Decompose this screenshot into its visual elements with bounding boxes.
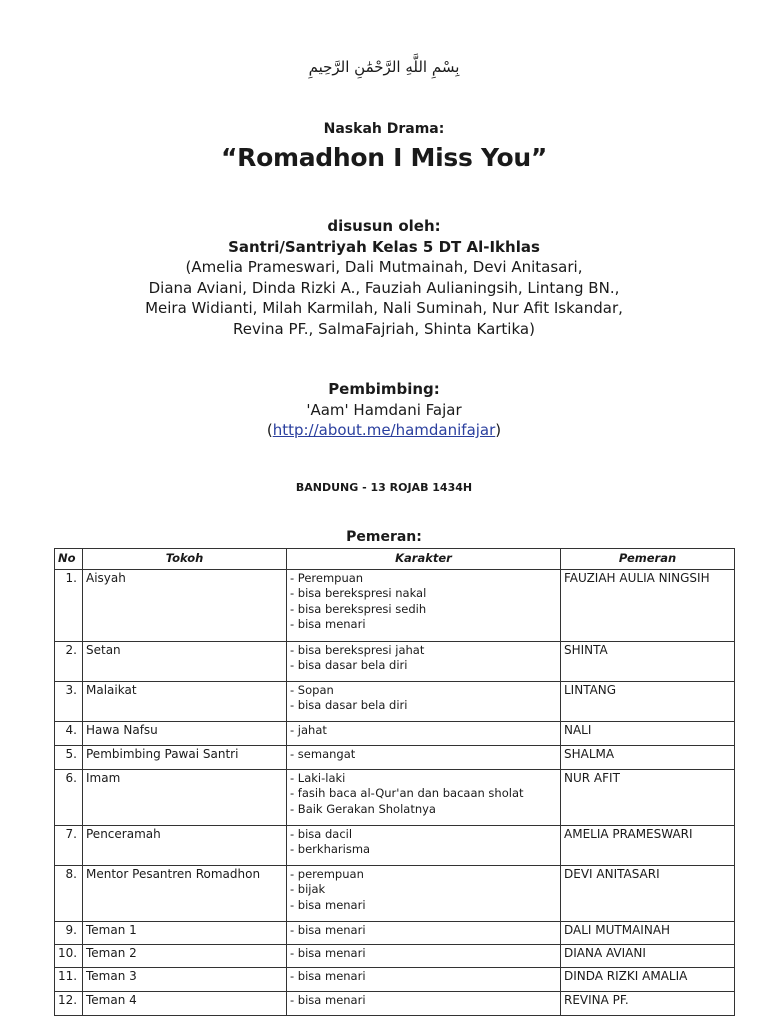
cell-pemeran: FAUZIAH AULIA NINGSIH (561, 569, 735, 641)
cell-no: 11. (55, 967, 83, 991)
author-group: Santri/Santriyah Kelas 5 DT Al-Ikhlas (228, 237, 540, 256)
trait-item: - fasih baca al-Qur'an dan bacaan sholat (290, 786, 524, 800)
table-header-row (55, 549, 735, 570)
cast-table (54, 548, 735, 1016)
column-header-pemeran: Pemeran (561, 549, 735, 570)
trait-item: - bisa berekspresi nakal (290, 586, 427, 600)
supervisor-label: Pembimbing: (328, 380, 440, 398)
trait-item: - bisa menari (290, 945, 366, 960)
trait-item: - Perempuan (290, 570, 364, 585)
author-names-line: (Amelia Prameswari, Dali Mutmainah, Devi Anitasari, (185, 258, 583, 276)
cell-tokoh: Malaikat (83, 681, 287, 721)
cell-karakter (287, 991, 561, 1015)
cell-pemeran: AMELIA PRAMESWARI (561, 825, 735, 865)
document-subtitle: Naskah Drama: (323, 121, 445, 137)
cell-tokoh: Setan (83, 641, 287, 681)
cell-tokoh: Teman 2 (83, 944, 287, 967)
cell-tokoh: Teman 4 (83, 991, 287, 1015)
cell-pemeran: NUR AFIT (561, 769, 735, 825)
trait-item: - bisa menari (290, 897, 366, 912)
cell-pemeran: LINTANG (561, 681, 735, 721)
table-row (55, 921, 735, 944)
bismillah-text: بِسْمِ اللَّهِ الرَّحْمَٰنِ الرَّحِيمِ (308, 58, 460, 76)
author-block (0, 216, 768, 339)
author-names-line: Revina PF., SalmaFajriah, Shinta Kartika) (233, 319, 535, 338)
table-row (55, 569, 735, 641)
column-header-tokoh: Tokoh (83, 549, 287, 570)
cell-karakter (287, 721, 561, 745)
trait-item: - bisa berekspresi sedih (290, 601, 427, 616)
cell-karakter (287, 825, 561, 865)
cell-tokoh: Imam (83, 769, 287, 825)
table-row (55, 721, 735, 745)
supervisor-block (0, 379, 768, 441)
cell-no: 12. (55, 991, 83, 1015)
table-row (55, 769, 735, 825)
table-row (55, 745, 735, 769)
cell-karakter (287, 944, 561, 967)
trait-item: - semangat (290, 746, 356, 761)
column-header-karakter: Karakter (287, 549, 561, 570)
cell-karakter (287, 745, 561, 769)
cell-tokoh: Pembimbing Pawai Santri (83, 745, 287, 769)
column-header-no: No (55, 549, 83, 570)
table-row (55, 825, 735, 865)
trait-item: - berkharisma (290, 842, 371, 856)
cell-no: 9. (55, 921, 83, 944)
author-label: disusun oleh: (327, 217, 441, 235)
cell-pemeran: REVINA PF. (561, 991, 735, 1015)
cell-pemeran: NALI (561, 721, 735, 745)
cell-pemeran: DIANA AVIANI (561, 944, 735, 967)
cast-table-body (55, 569, 735, 1015)
cell-karakter (287, 769, 561, 825)
table-row (55, 991, 735, 1015)
table-row (55, 865, 735, 921)
cell-tokoh: Teman 1 (83, 921, 287, 944)
cell-no: 5. (55, 745, 83, 769)
cell-pemeran: DINDA RIZKI AMALIA (561, 967, 735, 991)
supervisor-link-line (0, 420, 768, 441)
supervisor-link[interactable]: http://about.me/hamdanifajar (272, 421, 496, 439)
trait-item: - bijak (290, 882, 326, 896)
trait-item: - bisa berekspresi jahat (290, 642, 425, 657)
cell-no: 8. (55, 865, 83, 921)
cast-heading: Pemeran: (346, 529, 422, 545)
trait-item: - bisa menari (290, 968, 366, 983)
cell-no: 6. (55, 769, 83, 825)
table-row (55, 967, 735, 991)
cell-tokoh: Aisyah (83, 569, 287, 641)
cell-pemeran: SHINTA (561, 641, 735, 681)
paren-open: ( (266, 421, 273, 439)
cell-tokoh: Penceramah (83, 825, 287, 865)
trait-item: - bisa menari (290, 992, 366, 1007)
cell-tokoh: Mentor Pesantren Romadhon (83, 865, 287, 921)
trait-item: - Laki-laki (290, 770, 346, 785)
cell-no: 10. (55, 944, 83, 967)
trait-item: - bisa dacil (290, 826, 353, 841)
cell-karakter (287, 681, 561, 721)
document-title: “Romadhon I Miss You” (221, 143, 547, 172)
cell-karakter (287, 921, 561, 944)
cell-pemeran: DEVI ANITASARI (561, 865, 735, 921)
trait-item: - Sopan (290, 682, 334, 697)
table-row (55, 641, 735, 681)
cell-karakter (287, 641, 561, 681)
cell-no: 4. (55, 721, 83, 745)
cell-karakter (287, 865, 561, 921)
trait-item: - bisa menari (290, 617, 366, 631)
cell-karakter (287, 569, 561, 641)
place-date: BANDUNG - 13 ROJAB 1434H (295, 481, 473, 494)
trait-item: - bisa dasar bela diri (290, 698, 408, 712)
author-names-line: Meira Widianti, Milah Karmilah, Nali Suminah, Nur Afit Iskandar, (145, 299, 623, 317)
cell-no: 3. (55, 681, 83, 721)
supervisor-name: 'Aam' Hamdani Fajar (306, 400, 462, 419)
table-row (55, 944, 735, 967)
cell-no: 2. (55, 641, 83, 681)
cell-tokoh: Hawa Nafsu (83, 721, 287, 745)
trait-item: - perempuan (290, 866, 364, 881)
trait-item: - Baik Gerakan Sholatnya (290, 801, 436, 816)
trait-item: - bisa menari (290, 922, 366, 937)
cell-pemeran: SHALMA (561, 745, 735, 769)
cell-karakter (287, 967, 561, 991)
table-row (55, 681, 735, 721)
author-names-line: Diana Aviani, Dinda Rizki A., Fauziah Aulianingsih, Lintang BN., (148, 278, 620, 297)
paren-close: ) (495, 421, 502, 439)
cell-tokoh: Teman 3 (83, 967, 287, 991)
cell-no: 1. (55, 569, 83, 641)
trait-item: - bisa dasar bela diri (290, 658, 408, 672)
cell-pemeran: DALI MUTMAINAH (561, 921, 735, 944)
trait-item: - jahat (290, 722, 327, 737)
cell-no: 7. (55, 825, 83, 865)
